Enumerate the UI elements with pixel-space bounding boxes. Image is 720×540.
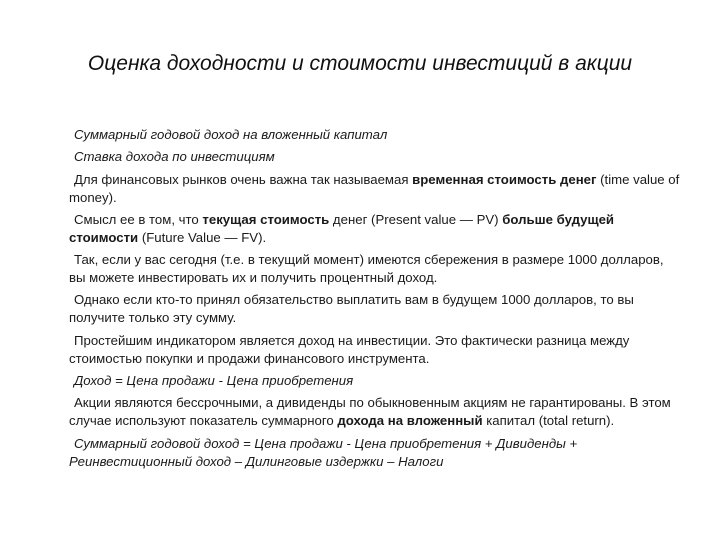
paragraph-future-obligation: Однако если кто-то принял обязательство выплатить вам в будущем 1000 долларов, то вы получите только эту сумму. [69, 292, 634, 326]
text-run: Смысл ее в том, что [74, 211, 203, 227]
bold-term: дохода на вложенный [337, 413, 483, 429]
heading-investment-return-rate: Ставка дохода по инвестициям [74, 149, 275, 165]
paragraph-stocks-total-return [69, 394, 681, 430]
bold-term: временная стоимость денег [412, 171, 597, 187]
text-run: капитал (total return). [482, 413, 615, 429]
text-run: Акции являются бессрочными, а дивиденды по обыкновенным акциям не гарантированы. В этом случае используют показатель суммарного [69, 395, 671, 429]
heading-total-annual-income: Суммарный годовой доход на вложенный капитал [74, 127, 388, 142]
paragraph-savings-example: Так, если у вас сегодня (т.е. в текущий момент) имеются сбережения в размере 1000 долларов, вы можете инвестировать их и получить процентный доход. [69, 252, 664, 286]
paragraph-present-value [69, 211, 681, 247]
bold-term: текущая стоимость [202, 211, 330, 227]
slide-body [69, 126, 681, 475]
bold-term: больше будущей стоимости [69, 211, 615, 245]
text-run: Для финансовых рынков очень важна так называемая [74, 171, 413, 187]
text-run: денег (Present value — PV) [329, 211, 503, 227]
slide-title: Оценка доходности и стоимости инвестиций в акции [87, 52, 633, 75]
paragraph-simple-indicator: Простейшим индикатором является доход на инвестиции. Это фактически разница между стоимостью покупки и продажи финансового инструмента. [69, 332, 630, 366]
formula-total-annual-income: Суммарный годовой доход = Цена продажи - Цена приобретения + Дивиденды + Реинвестиционный доход – Дилинговые издержки – Налоги [69, 435, 578, 469]
paragraph-time-value [69, 171, 681, 207]
formula-income: Доход = Цена продажи - Цена приобретения [74, 373, 354, 389]
text-run: (Future Value — FV). [138, 229, 267, 245]
text-run: (time value of money). [69, 171, 680, 205]
